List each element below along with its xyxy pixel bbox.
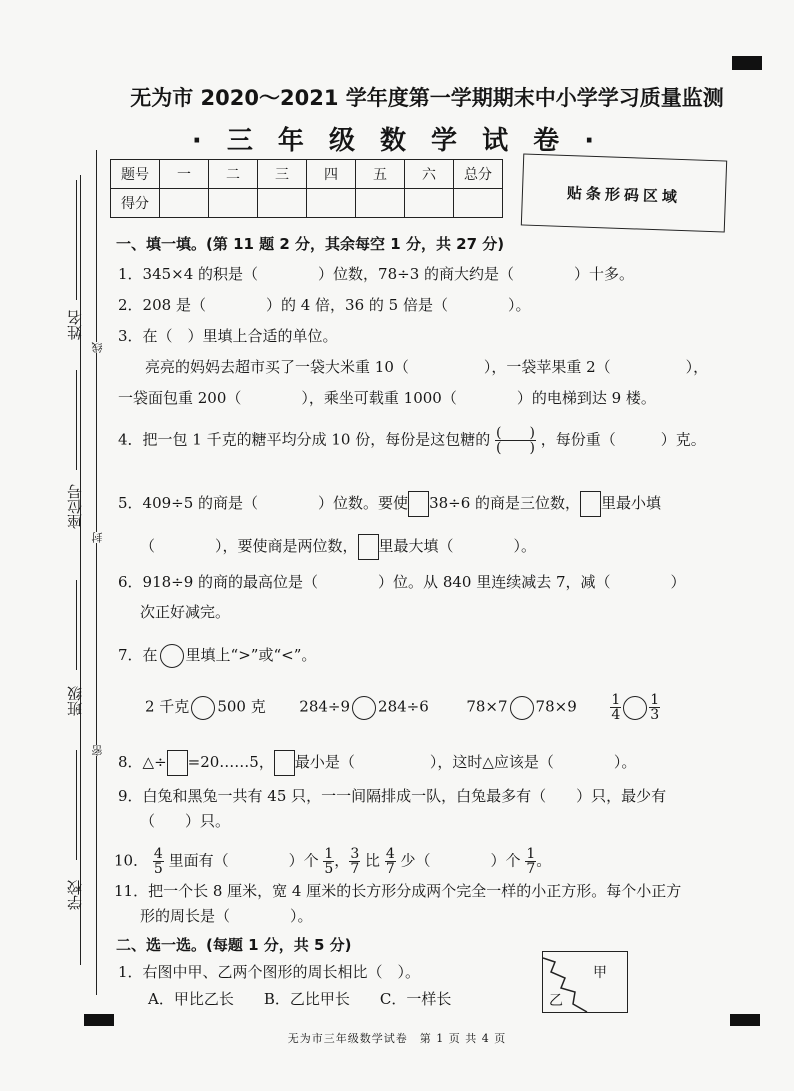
page-footer: 无为市三年级数学试卷 第 1 页 共 4 页 <box>287 1032 507 1045</box>
class-underline <box>76 580 77 670</box>
fraction <box>610 693 621 722</box>
question-10-text: 比 <box>365 851 381 870</box>
grade-title: · 三 年 级 数 学 试 卷 · <box>191 126 603 156</box>
section-2-question-1-options: A．甲比乙长 B．乙比甲长 C．一样长 <box>148 990 452 1008</box>
column-header: 一 <box>160 160 209 189</box>
fraction-denominator: 3 <box>650 707 660 723</box>
fraction <box>349 847 360 876</box>
compare-right: 500 克 <box>217 697 266 716</box>
binding-line-inner <box>96 150 97 995</box>
school-label: 学校 <box>66 880 84 910</box>
question-2: 2．208 是（ ）的 4 倍，36 的 5 倍是（ ）。 <box>118 296 531 314</box>
compare-circle[interactable] <box>623 696 647 720</box>
fraction-denominator: 5 <box>153 861 163 877</box>
line-mark: 线 <box>91 342 104 353</box>
column-header: 三 <box>258 160 307 189</box>
question-9-line-2: （ ）只。 <box>140 812 231 830</box>
answer-square[interactable] <box>274 750 295 776</box>
fraction-numerator: 1 <box>526 846 536 862</box>
fraction <box>323 847 334 876</box>
score-cell[interactable] <box>405 189 454 218</box>
barcode-label: 贴条形码区域 <box>566 184 682 206</box>
compare-right: 78×9 <box>535 697 577 716</box>
compare-circle[interactable] <box>510 696 534 720</box>
question-7-items <box>145 693 660 722</box>
question-11-line-2: 形的周长是（ ）。 <box>140 907 313 925</box>
fraction-denominator: 7 <box>385 861 395 877</box>
fraction-numerator: 4 <box>385 846 395 862</box>
exam-title: 无为市 2020～2021 学年度第一学期期末中小学学习质量监测 <box>130 86 724 110</box>
fraction-denominator: ( ) <box>496 440 535 456</box>
section-2-title: 二、选一选。(每题 1 分，共 5 分) <box>116 936 352 954</box>
fraction-numerator: ( ) <box>496 425 535 441</box>
fraction-denominator: 4 <box>611 707 621 723</box>
question-8-text-b: =20……5， <box>187 753 274 771</box>
question-7-text-a: 7．在 <box>118 646 158 664</box>
fraction-numerator: 1 <box>650 692 660 708</box>
question-5-text-b: 38÷6 的商是三位数， <box>429 494 581 512</box>
compare-right: 284÷6 <box>378 697 429 716</box>
question-4-text-b: ，每份重（ ）克。 <box>540 430 706 449</box>
barcode-area <box>521 153 727 232</box>
fraction <box>153 847 164 876</box>
fraction-numerator: 3 <box>350 846 360 862</box>
figure-label-jia: 甲 <box>593 965 607 981</box>
score-cell[interactable] <box>307 189 356 218</box>
answer-square[interactable] <box>580 491 601 517</box>
compare-left: 284÷9 <box>299 697 351 716</box>
row-label-question-number: 题号 <box>111 160 160 189</box>
fraction <box>525 847 536 876</box>
question-7 <box>118 644 316 668</box>
question-5-text-d: （ ），要使商是两位数， <box>140 537 358 555</box>
table-row <box>111 160 503 189</box>
seal-mark: 封 <box>91 532 104 543</box>
column-header: 五 <box>356 160 405 189</box>
question-5-text-e: 里最大填（ ）。 <box>378 537 537 555</box>
answer-square[interactable] <box>167 750 188 776</box>
question-10-text: 少（ ）个 <box>400 851 521 870</box>
score-cell[interactable] <box>209 189 258 218</box>
score-cell[interactable] <box>356 189 405 218</box>
question-7-text-b: 里填上“>”或“<”。 <box>185 646 317 664</box>
fraction <box>649 693 660 722</box>
compare-circle[interactable] <box>352 696 376 720</box>
table-row <box>111 189 503 218</box>
score-table <box>110 159 503 218</box>
section-2-question-1: 1．右图中甲、乙两个图形的周长相比（ ）。 <box>118 963 421 981</box>
question-5-line-2 <box>140 534 536 560</box>
column-header-total: 总分 <box>454 160 503 189</box>
question-10-text: ， <box>334 851 350 870</box>
compare-circle[interactable] <box>160 644 184 668</box>
question-5-text-a: 5．409÷5 的商是（ ）位数。要使 <box>118 494 409 512</box>
name-underline <box>76 180 77 300</box>
question-10-text: 里面有（ ）个 <box>168 851 319 870</box>
row-label-score: 得分 <box>111 189 160 218</box>
question-4-text-a: 4．把一包 1 千克的糖平均分成 10 份，每份是这包糖的 <box>118 430 491 449</box>
question-10 <box>114 847 551 876</box>
column-header: 四 <box>307 160 356 189</box>
fraction-numerator: 1 <box>611 692 621 708</box>
question-6: 6．918÷9 的商的最高位是（ ）位。从 840 里连续减去 7，减（ ） <box>118 573 686 591</box>
question-8 <box>118 750 636 776</box>
seat-underline <box>76 370 77 470</box>
question-10-text: 。 <box>536 851 552 870</box>
question-9: 9．白兔和黑兔一共有 45 只，一一间隔排成一队，白兔最多有（ ）只，最少有 <box>118 787 667 805</box>
question-8-text-a: 8．△÷ <box>118 753 167 771</box>
name-label: 姓名 <box>66 310 84 340</box>
column-header: 二 <box>209 160 258 189</box>
binding-line-outer <box>80 175 81 965</box>
fraction-denominator: 5 <box>324 861 334 877</box>
fraction-denominator: 7 <box>526 861 536 877</box>
section-1-title: 一、填一填。(第 11 题 2 分，其余每空 1 分，共 27 分) <box>116 235 505 253</box>
perimeter-figure <box>542 951 628 1013</box>
question-4-fraction <box>495 426 536 455</box>
question-3-line-2: 一袋面包重 200（ ），乘坐可载重 1000（ ）的电梯到达 9 楼。 <box>118 389 656 407</box>
seat-label: 座位号 <box>66 484 84 529</box>
secret-mark: 密 <box>91 745 104 756</box>
fraction <box>385 847 396 876</box>
registration-mark-bottom-left <box>84 1014 114 1026</box>
question-1: 1．345×4 的积是（ ）位数，78÷3 的商大约是（ ）十多。 <box>118 265 635 283</box>
compare-left: 2 千克 <box>145 697 190 716</box>
question-5 <box>118 491 661 517</box>
registration-mark-bottom-right <box>730 1014 760 1026</box>
question-11: 11．把一个长 8 厘米，宽 4 厘米的长方形分成两个完全一样的小正方形。每个小正方 <box>114 882 682 900</box>
compare-left: 78×7 <box>466 697 508 716</box>
question-6-line-2: 次正好减完。 <box>140 603 231 621</box>
question-8-text-c: 最小是（ ），这时△应该是（ ）。 <box>294 753 637 771</box>
fraction-numerator: 1 <box>324 846 334 862</box>
score-cell[interactable] <box>160 189 209 218</box>
fraction-numerator: 4 <box>153 846 163 862</box>
class-label: 班级 <box>66 686 84 716</box>
question-3-line-1: 亮亮的妈妈去超市买了一袋大米重 10（ ），一袋苹果重 2（ ）， <box>145 358 709 376</box>
question-10-number: 10． <box>114 851 149 870</box>
column-header: 六 <box>405 160 454 189</box>
fraction-denominator: 7 <box>350 861 360 877</box>
answer-square[interactable] <box>408 491 429 517</box>
school-underline <box>76 750 77 860</box>
answer-square[interactable] <box>358 534 379 560</box>
score-cell-total[interactable] <box>454 189 503 218</box>
registration-mark-top-right <box>732 56 762 70</box>
compare-circle[interactable] <box>191 696 215 720</box>
question-3: 3．在（ ）里填上合适的单位。 <box>118 327 338 345</box>
question-5-text-c: 里最小填 <box>601 494 662 512</box>
figure-label-yi: 乙 <box>549 993 563 1009</box>
question-4 <box>118 426 706 455</box>
score-cell[interactable] <box>258 189 307 218</box>
